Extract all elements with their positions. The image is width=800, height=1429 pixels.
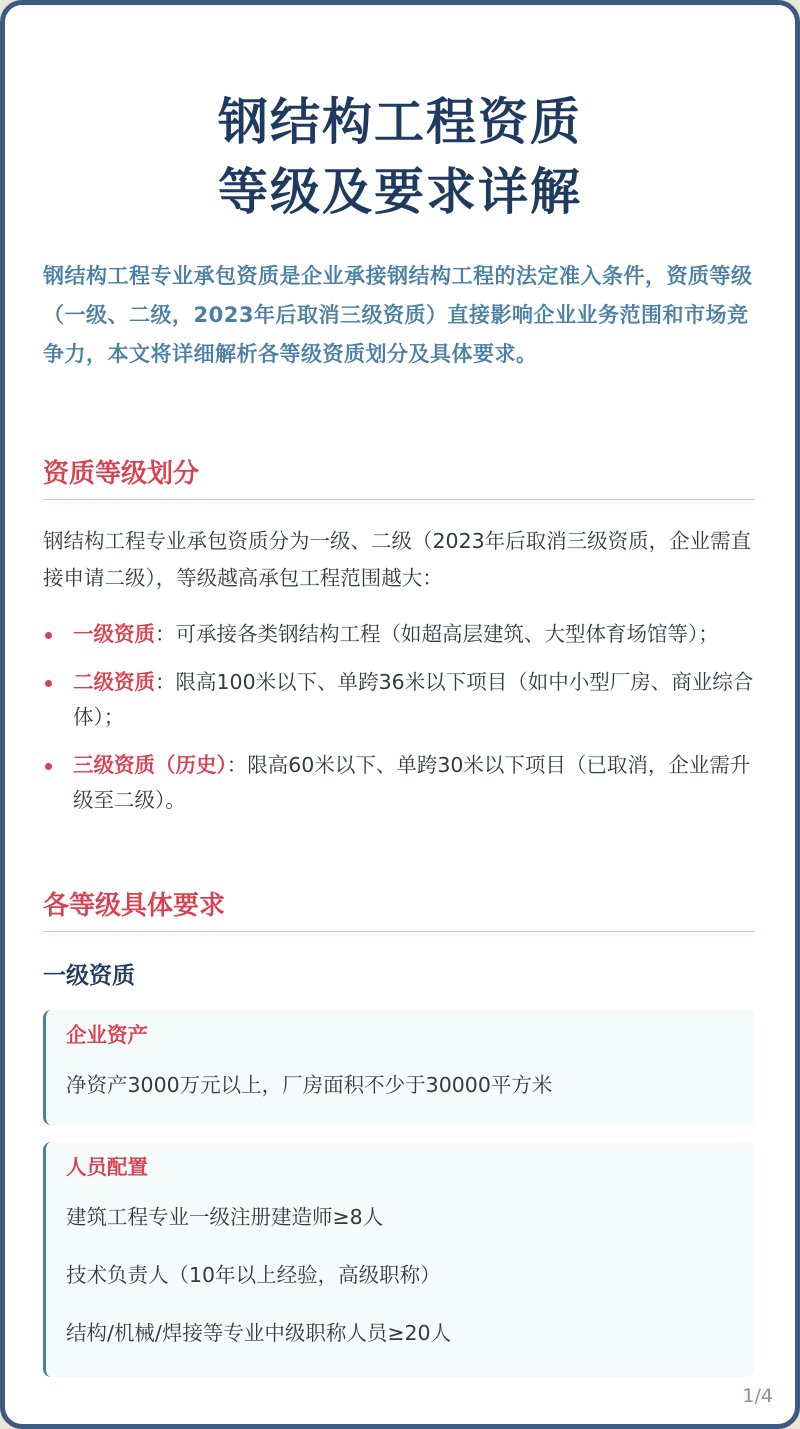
- grade-description: ：限高60米以下、单跨30米以下项目（已取消，企业需升级至二级）。: [73, 753, 751, 812]
- card-line: 技术负责人（10年以上经验，高级职称）: [66, 1263, 441, 1287]
- title-line-2: 等级及要求详解: [218, 163, 582, 221]
- section-heading-grade-division: 资质等级划分: [43, 457, 755, 500]
- grade-term: 一级资质: [73, 622, 155, 646]
- bullet-dot-icon: [45, 632, 52, 639]
- page-title: [5, 87, 795, 227]
- title-line-1: 钢结构工程资质: [218, 93, 582, 151]
- grade-description: ：限高100米以下、单跨36米以下项目（如中小型厂房、商业综合体）；: [73, 670, 754, 729]
- grade-term: 三级资质（历史）: [73, 753, 227, 777]
- grade-one-subheading: 一级资质: [43, 963, 135, 989]
- card-line: 建筑工程专业一级注册建造师≥8人: [66, 1205, 384, 1229]
- card-line: 结构/机械/焊接等专业中级职称人员≥20人: [66, 1321, 452, 1345]
- card-title: 企业资产: [66, 1023, 148, 1047]
- list-item: [43, 617, 758, 652]
- requirement-card-assets: [43, 1010, 755, 1125]
- card-title: 人员配置: [66, 1155, 148, 1179]
- bullet-dot-icon: [45, 680, 52, 687]
- requirement-card-personnel: [43, 1142, 755, 1377]
- page-indicator: 1/4: [742, 1385, 773, 1407]
- list-item: [43, 665, 758, 735]
- grade-list: [43, 617, 758, 831]
- list-item: [43, 748, 758, 818]
- grade-term: 二级资质: [73, 670, 155, 694]
- bullet-dot-icon: [45, 763, 52, 770]
- section-heading-requirements: 各等级具体要求: [43, 889, 755, 932]
- intro-paragraph: 钢结构工程专业承包资质是企业承接钢结构工程的法定准入条件，资质等级（一级、二级，2023年后取消三级资质）直接影响企业业务范围和市场竞争力，本文将详细解析各等级资质划分及具体要求。: [43, 264, 753, 366]
- grade-description: ：可承接各类钢结构工程（如超高层建筑、大型体育场馆等）；: [155, 622, 719, 646]
- card-line: 净资产3000万元以上，厂房面积不少于30000平方米: [66, 1073, 553, 1097]
- grade-division-paragraph: 钢结构工程专业承包资质分为一级、二级（2023年后取消三级资质，企业需直接申请二级），等级越高承包工程范围越大：: [43, 529, 752, 590]
